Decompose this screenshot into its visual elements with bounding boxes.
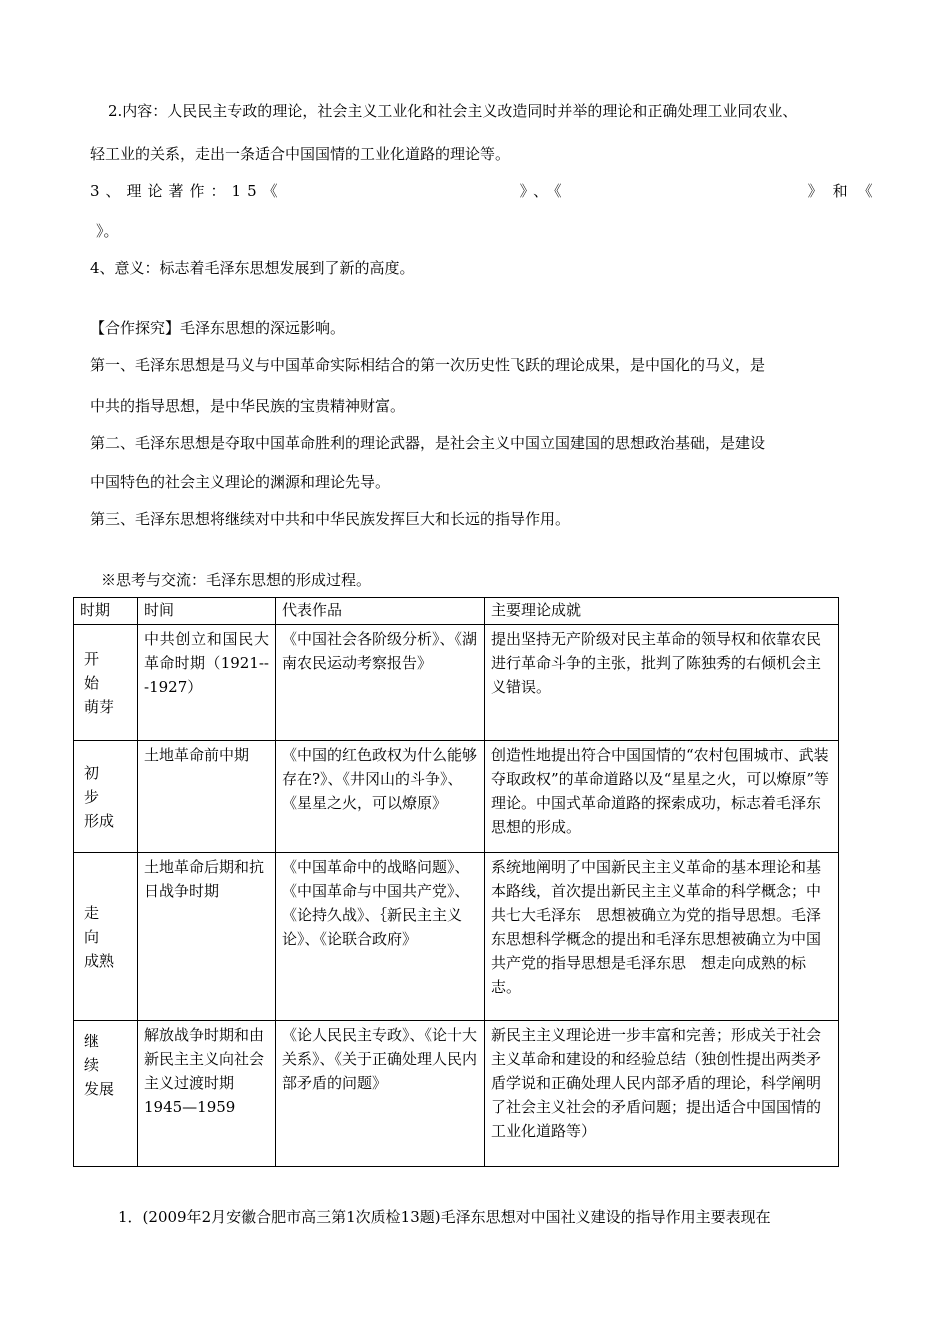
table-row xyxy=(74,853,839,1021)
item3-mid1: 》、《 xyxy=(519,182,568,200)
item3-mid2: 》和《 xyxy=(807,182,883,200)
reflection-title: ※思考与交流：毛泽东思想的形成过程。 xyxy=(101,571,372,589)
header-period: 时期 xyxy=(74,598,138,625)
cell-works: 《中国革命中的战略问题》、《中国革命与中国共产党》、《论持久战》、｛新民主主义论》、《论联合政府》 xyxy=(276,853,485,1021)
cooperation-p2-line2: 中国特色的社会主义理论的渊源和理论先导。 xyxy=(90,473,391,491)
cell-time: 土地革命前中期 xyxy=(138,741,276,853)
header-works: 代表作品 xyxy=(276,598,485,625)
cell-works: 《论人民民主专政》、《论十大关系》、《关于正确处理人民内部矛盾的问题》 xyxy=(276,1021,485,1167)
cell-period: 走向 成熟 xyxy=(74,853,138,1021)
cell-achievements: 系统地阐明了中国新民主主义革命的基本理论和基本路线，首次提出新民主主义革命的科学概念；中共七大毛泽东 思想被确立为党的指导思想。毛泽东思想科学概念的提出和毛泽东思想被确立为中国共产党的指导思想是毛泽东思 想走向成熟的标志。 xyxy=(485,853,839,1021)
cooperation-heading: 【合作探究】毛泽东思想的深远影响。 xyxy=(90,319,346,337)
question-1: 1．(2009年2月安徽合肥市高三第1次质检13题)毛泽东思想对中国社义建设的指导作用主要表现在 xyxy=(118,1208,771,1226)
item3-prefix: 3、理论著作：15《 xyxy=(90,182,284,200)
table-header-row xyxy=(74,598,839,625)
cell-period: 继续 发展 xyxy=(74,1021,138,1167)
cooperation-p1-line2: 中共的指导思想，是中华民族的宝贵精神财富。 xyxy=(90,397,406,415)
formation-table xyxy=(73,597,839,1167)
cell-works: 《中国的红色政权为什么能够存在?》、《井冈山的斗争》、《星星之火，可以燎原》 xyxy=(276,741,485,853)
table-row xyxy=(74,625,839,741)
cell-works: 《中国社会各阶级分析》、《湖南农民运动考察报告》 xyxy=(276,625,485,741)
item2-line1: 2.内容：人民民主专政的理论，社会主义工业化和社会主义改造同时并举的理论和正确处理工业同农业、 xyxy=(108,102,798,120)
header-time: 时间 xyxy=(138,598,276,625)
cooperation-p1-line1: 第一、毛泽东思想是马义与中国革命实际相结合的第一次历史性飞跃的理论成果，是中国化的马义，是 xyxy=(90,356,766,374)
cell-period: 开始 萌芽 xyxy=(74,625,138,741)
cell-time: 土地革命后期和抗日战争时期 xyxy=(138,853,276,1021)
table-row xyxy=(74,1021,839,1167)
item2-line2: 轻工业的关系，走出一条适合中国国情的工业化道路的理论等。 xyxy=(90,145,511,163)
header-achievements: 主要理论成就 xyxy=(485,598,839,625)
item4: 4、意义：标志着毛泽东思想发展到了新的高度。 xyxy=(90,259,415,277)
cooperation-p3: 第三、毛泽东思想将继续对中共和中华民族发挥巨大和长远的指导作用。 xyxy=(90,510,571,528)
cooperation-p2-line1: 第二、毛泽东思想是夺取中国革命胜利的理论武器，是社会主义中国立国建国的思想政治基础，是建设 xyxy=(90,434,766,452)
item3-line xyxy=(90,181,883,201)
cell-achievements: 创造性地提出符合中国国情的“农村包围城市、武装夺取政权”的革命道路以及“星星之火，可以燎原”等理论。中国式革命道路的探索成功，标志着毛泽东思想的形成。 xyxy=(485,741,839,853)
cell-time: 解放战争时期和由新民主主义向社会主义过渡时期 1945—1959 xyxy=(138,1021,276,1167)
item3-end: 》。 xyxy=(96,222,119,240)
table-row xyxy=(74,741,839,853)
cell-achievements: 提出坚持无产阶级对民主革命的领导权和依靠农民进行革命斗争的主张，批判了陈独秀的右倾机会主义错误。 xyxy=(485,625,839,741)
cell-time: 中共创立和国民大革命时期（1921---1927） xyxy=(138,625,276,741)
cell-achievements: 新民主主义理论进一步丰富和完善；形成关于社会主义革命和建设的和经验总结（独创性提出两类矛盾学说和正确处理人民内部矛盾的理论，科学阐明了社会主义社会的矛盾问题；提出适合中国国情的工业化道路等） xyxy=(485,1021,839,1167)
cell-period: 初步 形成 xyxy=(74,741,138,853)
